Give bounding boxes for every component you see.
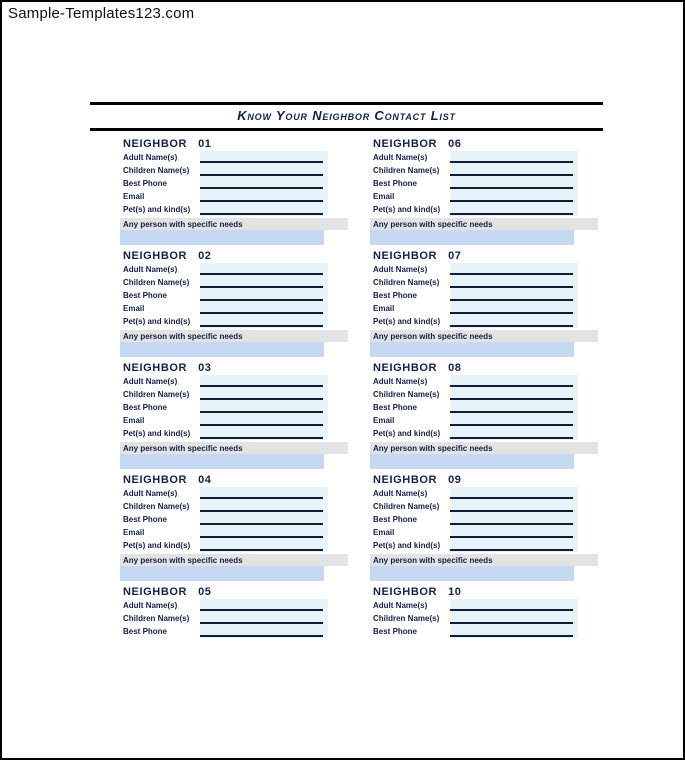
neighbor-block-05 [120,586,348,638]
field-label: Pet(s) and kind(s) [373,541,441,550]
needs-input-box[interactable] [120,566,324,581]
field-label: Pet(s) and kind(s) [373,429,441,438]
field-row [370,427,598,440]
field-row [370,177,598,190]
field-input-line[interactable] [450,375,578,388]
field-input-line[interactable] [200,625,328,638]
needs-input-box[interactable] [370,454,574,469]
field-input-line[interactable] [200,375,328,388]
neighbor-heading: NEIGHBOR 09 [373,474,462,486]
field-label: Best Phone [373,627,418,636]
field-row [120,302,348,315]
needs-bar-label: Any person with specific needs [120,554,348,566]
field-input-line[interactable] [450,526,578,539]
left-column [120,138,348,643]
field-row [370,302,598,315]
field-label: Best Phone [123,627,168,636]
field-input-line[interactable] [450,164,578,177]
field-label: Children Name(s) [123,390,190,399]
field-input-line[interactable] [450,151,578,164]
field-input-line[interactable] [450,315,578,328]
field-input-line[interactable] [450,599,578,612]
field-input-line[interactable] [200,164,328,177]
neighbor-heading: NEIGHBOR 10 [373,586,462,598]
field-row [120,388,348,401]
field-label: Children Name(s) [373,614,440,623]
field-row [120,177,348,190]
field-input-line[interactable] [450,513,578,526]
field-input-line[interactable] [450,414,578,427]
field-label: Email [123,304,145,313]
field-input-line[interactable] [200,539,328,552]
field-row [370,164,598,177]
field-label: Best Phone [373,179,418,188]
field-row [370,315,598,328]
field-label: Best Phone [123,403,168,412]
needs-bar-label: Any person with specific needs [120,330,348,342]
field-label: Children Name(s) [123,614,190,623]
neighbor-block-02 [120,250,348,357]
field-input-line[interactable] [200,487,328,500]
field-row [370,539,598,552]
neighbor-heading: NEIGHBOR 01 [123,138,212,150]
field-input-line[interactable] [200,388,328,401]
field-input-line[interactable] [200,599,328,612]
right-column [370,138,598,643]
field-label: Email [373,304,395,313]
field-label: Best Phone [373,403,418,412]
field-input-line[interactable] [450,612,578,625]
field-row [120,401,348,414]
field-input-line[interactable] [200,203,328,216]
field-label: Best Phone [373,291,418,300]
field-label: Best Phone [123,515,168,524]
field-row [370,500,598,513]
field-row [120,513,348,526]
needs-input-box[interactable] [370,230,574,245]
field-label: Email [123,192,145,201]
field-label: Email [373,528,395,537]
page-title: Know Your Neighbor Contact List [237,108,456,123]
field-label: Adult Name(s) [373,601,428,610]
field-label: Children Name(s) [373,278,440,287]
field-row [370,388,598,401]
field-row [370,599,598,612]
field-input-line[interactable] [200,302,328,315]
field-row [120,375,348,388]
field-label: Children Name(s) [373,166,440,175]
field-input-line[interactable] [450,625,578,638]
neighbor-heading: NEIGHBOR 04 [123,474,212,486]
field-row [370,151,598,164]
field-input-line[interactable] [200,526,328,539]
needs-bar-label: Any person with specific needs [370,442,598,454]
needs-bar-label: Any person with specific needs [370,554,598,566]
field-row [120,289,348,302]
field-label: Adult Name(s) [123,601,178,610]
field-input-line[interactable] [200,427,328,440]
field-label: Adult Name(s) [373,377,428,386]
neighbor-block-10 [370,586,598,638]
field-input-line[interactable] [200,289,328,302]
field-input-line[interactable] [200,151,328,164]
needs-input-box[interactable] [120,342,324,357]
field-input-line[interactable] [450,289,578,302]
field-row [120,526,348,539]
field-label: Pet(s) and kind(s) [123,541,191,550]
field-label: Email [373,192,395,201]
field-input-line[interactable] [450,177,578,190]
field-row [370,190,598,203]
field-input-line[interactable] [200,315,328,328]
title-banner [90,102,603,131]
field-label: Email [123,416,145,425]
field-input-line[interactable] [450,500,578,513]
neighbor-block-09 [370,474,598,581]
field-input-line[interactable] [450,487,578,500]
field-label: Best Phone [123,179,168,188]
field-input-line[interactable] [200,177,328,190]
neighbor-heading: NEIGHBOR 02 [123,250,212,262]
field-label: Pet(s) and kind(s) [123,205,191,214]
field-label: Best Phone [373,515,418,524]
field-row [370,612,598,625]
field-label: Pet(s) and kind(s) [123,317,191,326]
field-row [370,203,598,216]
field-row [370,276,598,289]
neighbor-block-07 [370,250,598,357]
field-label: Pet(s) and kind(s) [373,317,441,326]
neighbor-block-04 [120,474,348,581]
field-input-line[interactable] [200,513,328,526]
field-row [120,625,348,638]
field-label: Best Phone [123,291,168,300]
field-row [370,401,598,414]
field-row [120,315,348,328]
field-label: Adult Name(s) [123,489,178,498]
field-row [120,599,348,612]
field-label: Adult Name(s) [373,489,428,498]
field-input-line[interactable] [450,203,578,216]
field-row [370,487,598,500]
field-row [120,164,348,177]
field-row [120,151,348,164]
field-input-line[interactable] [450,388,578,401]
field-row [370,526,598,539]
field-row [370,263,598,276]
field-row [370,513,598,526]
field-input-line[interactable] [200,263,328,276]
neighbor-block-01 [120,138,348,245]
field-input-line[interactable] [200,276,328,289]
field-label: Children Name(s) [373,502,440,511]
field-input-line[interactable] [450,401,578,414]
field-label: Adult Name(s) [123,265,178,274]
neighbor-block-03 [120,362,348,469]
neighbor-heading: NEIGHBOR 03 [123,362,212,374]
needs-input-box[interactable] [370,342,574,357]
field-label: Pet(s) and kind(s) [373,205,441,214]
needs-input-box[interactable] [120,454,324,469]
field-input-line[interactable] [200,190,328,203]
field-row [120,414,348,427]
field-input-line[interactable] [450,190,578,203]
field-row [120,487,348,500]
neighbor-heading: NEIGHBOR 07 [373,250,462,262]
field-row [120,190,348,203]
neighbor-heading: NEIGHBOR 08 [373,362,462,374]
field-input-line[interactable] [450,539,578,552]
needs-bar-label: Any person with specific needs [370,330,598,342]
field-label: Email [123,528,145,537]
field-row [120,263,348,276]
field-label: Children Name(s) [123,502,190,511]
needs-bar-label: Any person with specific needs [120,218,348,230]
field-row [370,375,598,388]
field-input-line[interactable] [450,276,578,289]
field-row [120,203,348,216]
field-row [370,414,598,427]
field-input-line[interactable] [200,414,328,427]
needs-input-box[interactable] [370,566,574,581]
field-input-line[interactable] [200,500,328,513]
field-label: Adult Name(s) [373,265,428,274]
field-input-line[interactable] [450,302,578,315]
neighbor-heading: NEIGHBOR 06 [373,138,462,150]
field-label: Children Name(s) [373,390,440,399]
field-row [120,612,348,625]
field-input-line[interactable] [200,612,328,625]
field-input-line[interactable] [200,401,328,414]
field-input-line[interactable] [450,427,578,440]
watermark-text: Sample-Templates123.com [8,5,195,22]
field-input-line[interactable] [450,263,578,276]
field-row [120,427,348,440]
needs-input-box[interactable] [120,230,324,245]
neighbor-heading: NEIGHBOR 05 [123,586,212,598]
field-row [120,500,348,513]
field-label: Pet(s) and kind(s) [123,429,191,438]
field-row [120,276,348,289]
field-label: Adult Name(s) [123,377,178,386]
field-row [370,625,598,638]
field-label: Email [373,416,395,425]
field-row [370,289,598,302]
neighbor-block-06 [370,138,598,245]
needs-bar-label: Any person with specific needs [120,442,348,454]
field-label: Adult Name(s) [373,153,428,162]
neighbor-block-08 [370,362,598,469]
field-label: Children Name(s) [123,166,190,175]
needs-bar-label: Any person with specific needs [370,218,598,230]
field-row [120,539,348,552]
field-label: Children Name(s) [123,278,190,287]
field-label: Adult Name(s) [123,153,178,162]
